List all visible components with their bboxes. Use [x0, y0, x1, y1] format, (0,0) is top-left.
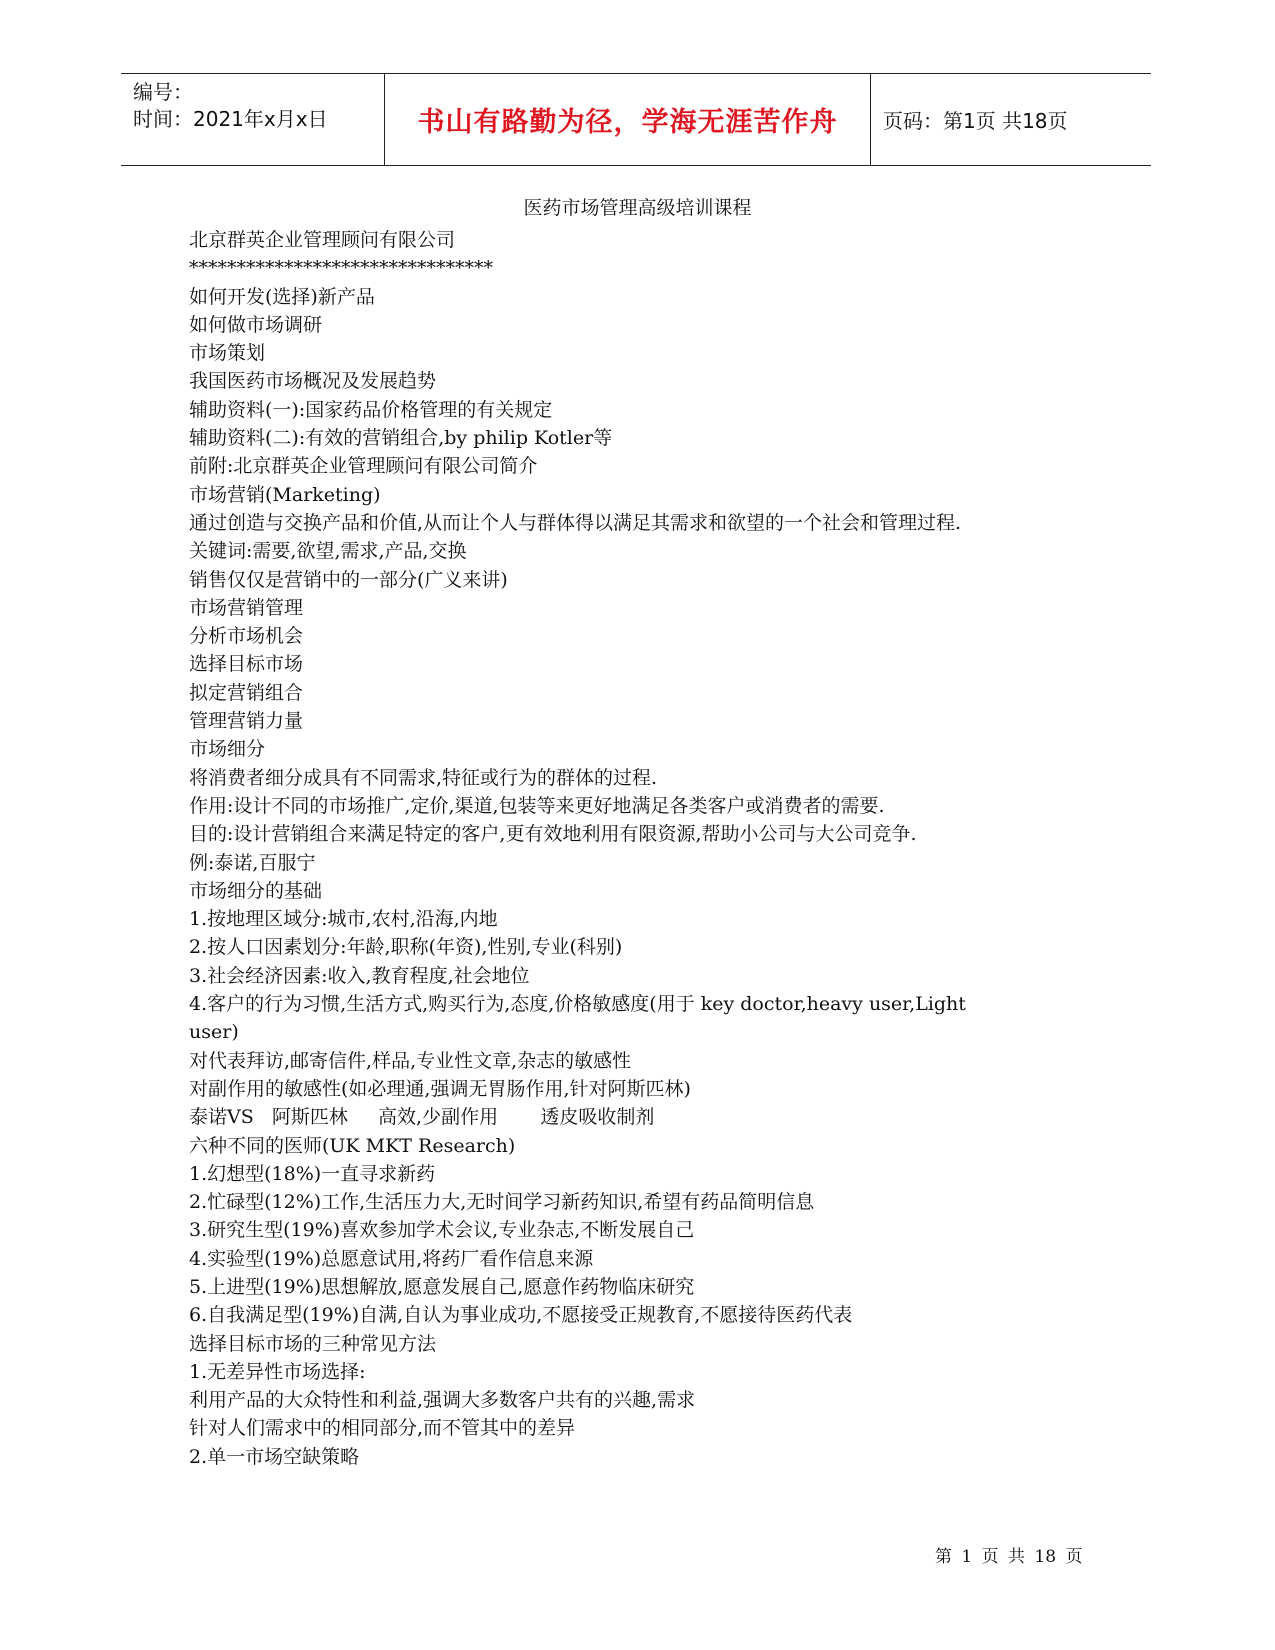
document-title: 医药市场管理高级培训课程 [523, 197, 752, 219]
body-line: 3.研究生型(19%)喜欢参加学术会议,专业杂志,不断发展自己 [189, 1219, 695, 1242]
body-line: 关键词:需要,欲望,需求,产品,交换 [189, 540, 467, 563]
body-line: 利用产品的大众特性和利益,强调大多数客户共有的兴趣,需求 [189, 1389, 696, 1412]
body-line: ******************************** [189, 257, 493, 280]
body-line: 我国医药市场概况及发展趋势 [189, 370, 437, 393]
body-line: 市场营销管理 [189, 596, 304, 619]
body-line: 6.自我满足型(19%)自满,自认为事业成功,不愿接受正规教育,不愿接待医药代表 [189, 1304, 853, 1327]
body-line: 管理营销力量 [189, 710, 304, 733]
body-line: 辅助资料(二):有效的营销组合,by philip Kotler等 [189, 427, 613, 450]
body-line: 4.实验型(19%)总愿意试用,将药厂看作信息来源 [189, 1247, 594, 1270]
body-line: 作用:设计不同的市场推广,定价,渠道,包装等来更好地满足各类客户或消费者的需要. [189, 794, 885, 817]
header-motto: 书山有路勤为径，学海无涯苦作舟 [385, 74, 871, 165]
body-line: 辅助资料(一):国家药品价格管理的有关规定 [189, 398, 553, 421]
body-line: 1.无差异性市场选择: [189, 1360, 366, 1383]
time-label: 时间：2021年x月x日 [133, 107, 328, 131]
body-line: 将消费者细分成具有不同需求,特征或行为的群体的过程. [189, 766, 658, 789]
body-line: 5.上进型(19%)思想解放,愿意发展自己,愿意作药物临床研究 [189, 1275, 695, 1298]
document-body [189, 226, 1089, 1471]
body-line: 选择目标市场 [189, 653, 304, 676]
body-line: 北京群英企业管理顾问有限公司 [189, 229, 456, 251]
body-line: 市场营销(Marketing) [189, 483, 381, 506]
body-line: 销售仅仅是营销中的一部分(广义来讲) [189, 568, 508, 591]
body-line: 市场细分 [189, 738, 266, 761]
body-line: 六种不同的医师(UK MKT Research) [189, 1134, 516, 1157]
body-line: 2.单一市场空缺策略 [189, 1445, 360, 1468]
body-line: 市场细分的基础 [189, 879, 323, 902]
body-line: 对代表拜访,邮寄信件,样品,专业性文章,杂志的敏感性 [189, 1049, 632, 1072]
body-line: 如何开发(选择)新产品 [189, 285, 375, 308]
body-line: 3.社会经济因素:收入,教育程度,社会地位 [189, 964, 530, 987]
body-line: 2.忙碌型(12%)工作,生活压力大,无时间学习新药知识,希望有药品简明信息 [189, 1191, 815, 1214]
body-line: 对副作用的敏感性(如必理通,强调无胃肠作用,针对阿斯匹林) [189, 1077, 691, 1100]
number-label: 编号： [133, 80, 193, 104]
body-line: 4.客户的行为习惯,生活方式,购买行为,态度,价格敏感度(用于 key doctor,heavy user,Light [189, 993, 966, 1016]
body-line: 拟定营销组合 [189, 681, 304, 704]
body-line: 1.按地理区域分:城市,农村,沿海,内地 [189, 908, 498, 931]
body-line: 如何做市场调研 [189, 313, 323, 336]
body-line: 例:泰诺,百服宁 [189, 851, 316, 874]
body-line: 通过创造与交换产品和价值,从而让个人与群体得以满足其需求和欲望的一个社会和管理过程. [189, 511, 962, 534]
body-line: user) [189, 1021, 239, 1044]
body-line: 1.幻想型(18%)一直寻求新药 [189, 1162, 436, 1185]
body-line: 选择目标市场的三种常见方法 [189, 1332, 437, 1355]
body-line: 市场策划 [189, 342, 266, 365]
body-line: 2.按人口因素划分:年龄,职称(年资),性别,专业(科别) [189, 936, 623, 959]
body-line: 前附:北京群英企业管理顾问有限公司简介 [189, 455, 538, 478]
body-line: 针对人们需求中的相同部分,而不管其中的差异 [189, 1417, 576, 1440]
body-line: 泰诺VS 阿斯匹林 高效,少副作用 透皮吸收制剂 [189, 1106, 655, 1129]
body-line: 目的:设计营销组合来满足特定的客户,更有效地利用有限资源,帮助小公司与大公司竞争. [189, 823, 917, 846]
header-page-info: 页码：第1页 共18页 [883, 109, 1068, 133]
page-footer: 第 1 页 共 18 页 [935, 1547, 1083, 1567]
body-line: 分析市场机会 [189, 625, 304, 648]
page-header [121, 73, 1151, 166]
header-meta-cell [121, 74, 385, 165]
